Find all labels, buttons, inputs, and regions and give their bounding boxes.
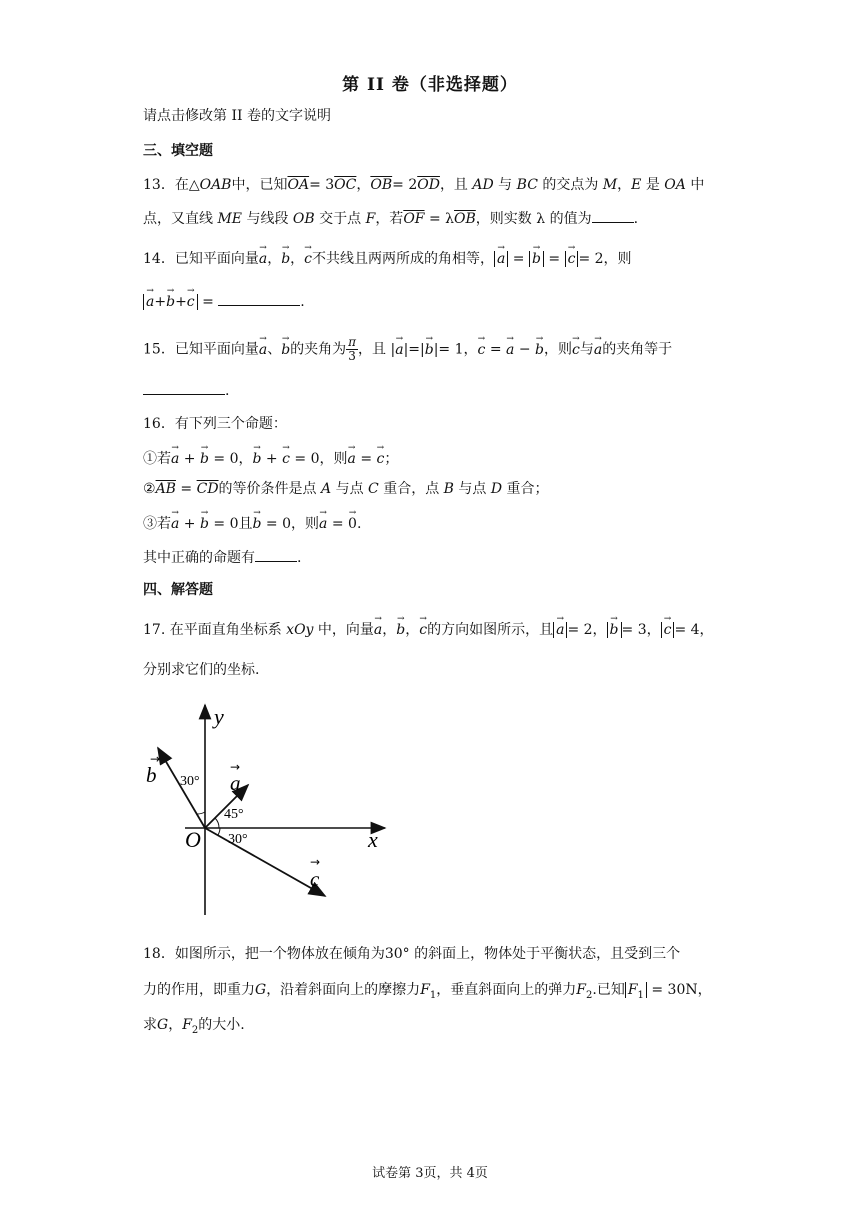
q14-line2: → a+→ b+→ c = . (143, 290, 305, 312)
label-a: a (230, 771, 241, 795)
vector-diagram (140, 700, 400, 920)
answer-section-heading: 四、解答题 (143, 582, 213, 598)
angle-a-label: 45° (224, 807, 244, 822)
q16-conclusion: 其中正确的命题有 . (143, 547, 301, 568)
section-note: 请点击修改第 II 卷的文字说明 (143, 108, 331, 124)
label-c-arrow-glyph: → (310, 855, 321, 869)
label-b-arrow-glyph: → (150, 752, 161, 766)
vector-c-arrow (205, 828, 325, 896)
y-label: y (214, 704, 224, 729)
answer-blank[interactable] (592, 208, 634, 223)
q16-item3: ③若→ a + → b = 0且→ b = 0，则→ a = → 0. (143, 512, 361, 534)
label-c: c (310, 867, 320, 891)
angle-arc-b (197, 812, 205, 814)
q15-line2: . (143, 380, 229, 401)
q13-line1: 13．在△OAB中，已知$\overline{OA}= 3\overline{OC}$，$\overline{OB}= 2\overline{OD}$，且 AD 与 BC 的交点为 M，E 是 OA 中 (143, 177, 705, 193)
q17-line2: 分别求它们的坐标. (143, 662, 260, 678)
q18-line3: 求G，$F_2$的大小. (143, 1017, 245, 1036)
q13-line2: 点，又直线 ME 与线段 OB 交于点 F，若$\overline{OF} = \lambda\overline{OB}$，则实数 λ 的值为 . (143, 208, 638, 229)
q14-line1: 14．已知平面向量→ a，→ b，→ c不共线且两两所成的角相等， → a = → b = → c = 2，则 (143, 247, 632, 269)
label-b: b (146, 763, 157, 787)
x-label: x (368, 827, 378, 852)
q15-line1: 15．已知平面向量→ a、→ b的夹角为 $\frac{\pi}{3}$ ，且 |→ a|=|→ b|= 1，→ c = → a − → b，则→ c与→ a的夹角等于 (143, 336, 672, 363)
q18-line1: 18．如图所示，把一个物体放在倾角为30° 的斜面上，物体处于平衡状态，且受到三个 (143, 946, 681, 962)
answer-blank[interactable] (143, 380, 225, 395)
origin-label: O (185, 827, 201, 852)
q17-line1: 17. 在平面直角坐标系 xOy 中，向量→ a，→ b，→ c的方向如图所示，且 → a = 2， → b = 3， → c = 4， (143, 618, 714, 640)
section-title: 第 II 卷（非选择题） (342, 75, 518, 95)
q18-line2: 力的作用，即重力G，沿着斜面向上的摩擦力$F_1$，垂直斜面向上的弹力$F_2$.已知 $F_1 = 30N$， (143, 982, 712, 1001)
angle-c-label: 30° (228, 832, 248, 847)
angle-arc-c (218, 828, 220, 835)
pi-over-3: $\frac{\pi}{3}$ (348, 335, 357, 363)
angle-arc-a (215, 818, 219, 828)
page-footer: 试卷第 3页，共 4页 (372, 1166, 488, 1181)
q16-item2: $②\overline{AB} = \overline{CD}$的等价条件是点 A 与点 C 重合，点 B 与点 D 重合； (143, 481, 549, 497)
fill-blank-heading: 三、填空题 (143, 143, 213, 159)
q16-item1: ①若→ a + → b = 0，→ b + → c = 0，则→ a = → c； (143, 447, 398, 469)
angle-b-label: 30° (180, 774, 200, 789)
answer-blank[interactable] (255, 547, 297, 562)
answer-blank[interactable] (218, 291, 300, 306)
label-a-arrow-glyph: → (230, 760, 241, 774)
q16-intro: 16．有下列三个命题： (143, 416, 287, 432)
